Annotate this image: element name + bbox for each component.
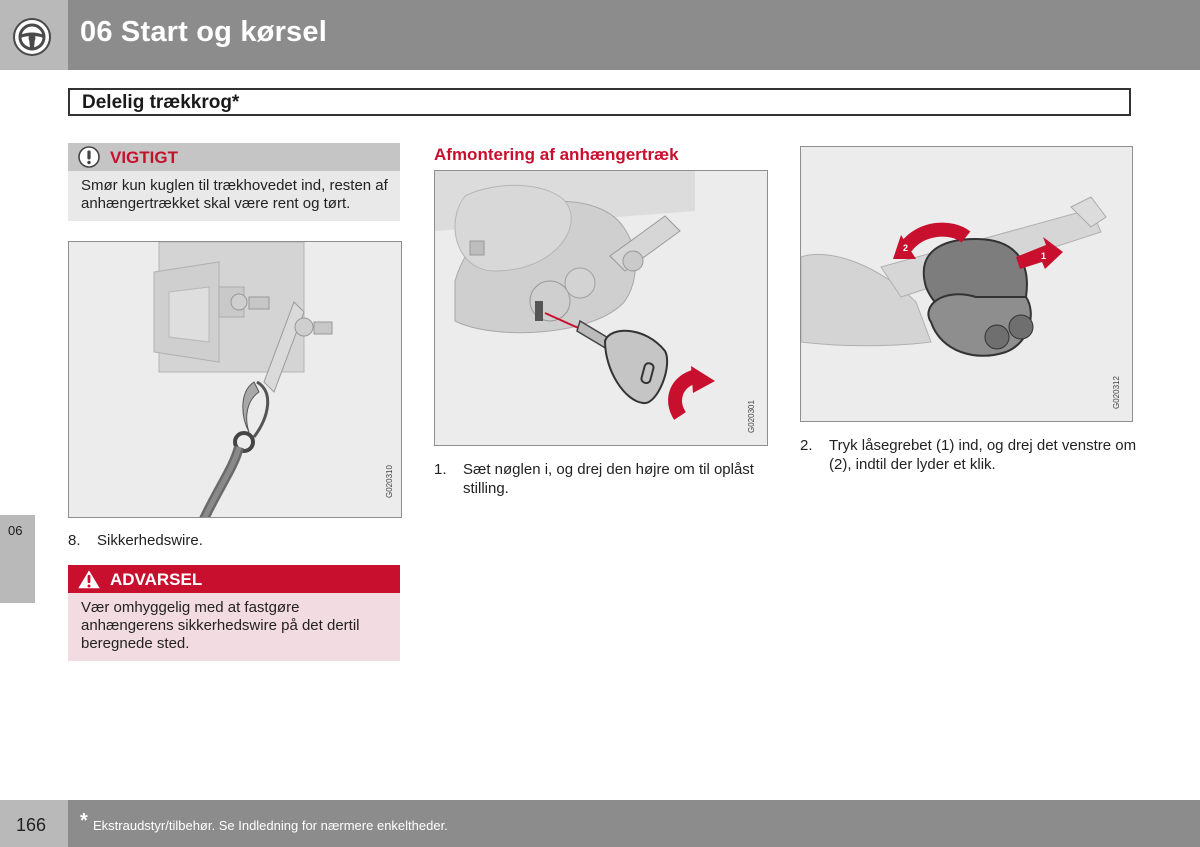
footer-bar — [68, 800, 1200, 847]
step-number: 1. — [434, 461, 447, 478]
figure-callout-2: 2 — [903, 243, 909, 253]
important-text: Smør kun kuglen til trækhovedet ind, resten af anhængertrækket skal være rent og tørt. — [81, 177, 388, 212]
step-text: Sæt nøglen i, og drej den højre om til oplåst stilling. — [463, 461, 754, 497]
caption-text: Sikkerhedswire. — [97, 532, 203, 549]
safety-wire-illustration — [68, 241, 402, 518]
chapter-header — [68, 0, 1200, 70]
figure-callout-1: 1 — [1041, 251, 1047, 261]
lock-lever-drawing — [801, 147, 1133, 422]
chapter-title: 06 Start og kørsel — [80, 16, 327, 48]
chapter-side-tab — [0, 515, 35, 603]
important-header — [68, 143, 400, 171]
subheading: Afmontering af anhængertræk — [434, 145, 679, 164]
page-number: 166 — [16, 815, 47, 835]
warning-notice — [68, 565, 400, 661]
warning-header — [68, 565, 400, 593]
figure-code: G020312 — [1112, 376, 1121, 409]
exclamation-icon — [76, 146, 102, 168]
lock-lever-illustration — [800, 146, 1133, 422]
section-title: Delelig trækkrog* — [82, 92, 240, 113]
footnote-text: Ekstraudstyr/tilbehør. Se Indledning for nærmere enkeltheder. — [93, 818, 448, 833]
key-illustration — [434, 170, 768, 446]
important-notice — [68, 143, 400, 221]
step-item — [434, 460, 774, 498]
side-tab-label: 06 — [8, 523, 23, 538]
caption-number: 8. — [68, 532, 81, 549]
page-number-area — [0, 800, 68, 847]
important-label: VIGTIGT — [110, 148, 178, 167]
key-unlock-drawing — [435, 171, 768, 446]
warning-label: ADVARSEL — [110, 570, 203, 589]
header-icon-area — [0, 0, 68, 70]
warning-text: Vær omhyggelig med at fastgøre anhængerens sikkerhedswire på det dertil beregnede sted. — [81, 599, 360, 652]
section-title-box — [68, 88, 1131, 116]
step-text: Tryk låsegrebet (1) ind, og drej det venstre om (2), indtil der lyder et klik. — [829, 437, 1137, 473]
step-item — [800, 436, 1140, 474]
caption-item — [68, 531, 402, 550]
figure-code: G020310 — [385, 465, 394, 498]
safety-wire-drawing — [69, 242, 402, 518]
warning-triangle-icon — [76, 568, 102, 590]
steering-wheel-icon — [12, 17, 52, 57]
figure-code: G020301 — [747, 400, 756, 433]
footnote-asterisk: * — [80, 810, 88, 832]
step-number: 2. — [800, 437, 813, 454]
